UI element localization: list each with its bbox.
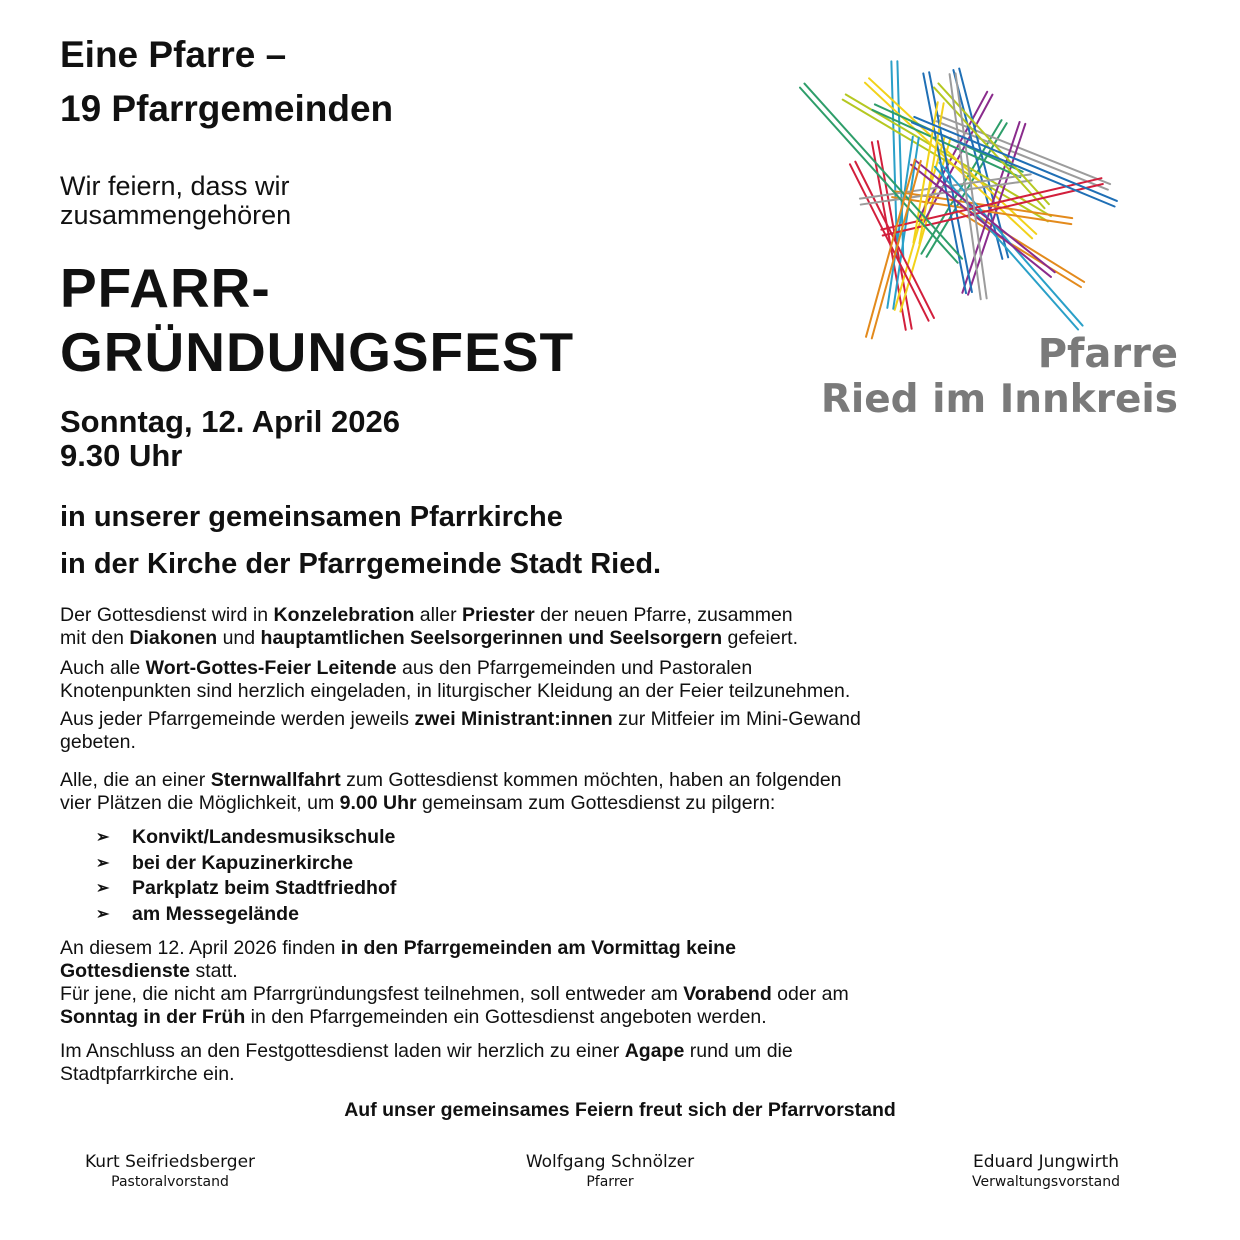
signature-role: Pfarrer	[586, 1174, 634, 1190]
event-date: Sonntag, 12. April 2026	[60, 404, 400, 439]
subtitle-line1: Wir feiern, dass wir	[60, 171, 290, 201]
event-time: 9.30 Uhr	[60, 438, 183, 473]
signature-name: Wolfgang Schnölzer	[525, 1152, 695, 1172]
paragraph-agape: Im Anschluss an den Festgottesdienst laden wir herzlich zu einer Agape rund um die Stadtpfarrkirche ein.	[60, 1040, 793, 1085]
location-line1: in unserer gemeinsamen Pfarrkirche	[60, 501, 563, 533]
paragraph-concelebration: Der Gottesdienst wird in Konzelebration aller Priester der neuen Pfarre, zusammen mit den Diakonen und hauptamtlichen Seelsorgerinnen und Seelsorgern gefeiert.	[60, 604, 799, 649]
paragraph-word-of-god-leaders: Auch alle Wort-Gottes-Feier Leitende aus den Pfarrgemeinden und Pastoralen Knotenpunkten sind herzlich eingeladen, in liturgischer Kleidung an der Feier teilzunehmen.	[60, 657, 851, 702]
list-item: ➢ am Messegelände	[96, 902, 396, 928]
paragraph-no-services: An diesem 12. April 2026 finden in den Pfarrgemeinden am Vormittag keine Gottesdienste statt. Für jene, die nicht am Pfarrgründungsfest teilnehmen, soll entweder am Vorabend oder am Sonntag in der Früh in den Pfarrgemeinden ein Gottesdienst angeboten werden.	[60, 937, 849, 1028]
arrow-bullet-icon: ➢	[96, 905, 110, 923]
list-item: ➢ Konvikt/Landesmusikschule	[96, 825, 396, 851]
arrow-bullet-icon: ➢	[96, 829, 110, 846]
signature-priest	[460, 1151, 760, 1191]
paragraph-pilgrimage: Alle, die an einer Sternwallfahrt zum Gottesdienst kommen möchten, haben an folgenden vier Plätzen die Möglichkeit, um 9.00 Uhr gemeinsam zum Gottesdienst zu pilgern:	[60, 769, 842, 814]
closing-line: Auf unser gemeinsames Feiern freut sich der Pfarrvorstand	[344, 1099, 896, 1121]
location-line2: in der Kirche der Pfarrgemeinde Stadt Ried.	[60, 548, 662, 580]
list-item: ➢ Parkplatz beim Stadtfriedhof	[96, 876, 396, 902]
crosses-logo-graphic	[720, 20, 1190, 360]
headline-line2: 19 Pfarrgemeinden	[60, 88, 394, 129]
signature-pastoral	[20, 1151, 320, 1191]
logo-text-location: Ried im Innkreis	[820, 377, 1178, 422]
logo-text-pfarre: Pfarre	[1037, 331, 1178, 377]
arrow-bullet-icon: ➢	[96, 880, 110, 897]
signature-name: Eduard Jungwirth	[972, 1152, 1120, 1172]
arrow-bullet-icon: ➢	[96, 854, 110, 872]
signature-name: Kurt Seifriedsberger	[84, 1152, 256, 1172]
signature-administration	[896, 1151, 1196, 1191]
signature-role: Verwaltungsvorstand	[972, 1174, 1120, 1190]
event-title-line2: GRÜNDUNGSFEST	[60, 321, 575, 383]
subtitle-line2: zusammengehören	[60, 200, 292, 230]
parish-logo	[720, 20, 1190, 430]
headline-line1: Eine Pfarre –	[60, 34, 287, 75]
signature-role: Pastoralvorstand	[111, 1174, 229, 1190]
event-title-line1: PFARR-	[60, 257, 271, 319]
meeting-points-list	[96, 825, 396, 927]
paragraph-altar-servers: Aus jeder Pfarrgemeinde werden jeweils zwei Ministrant:innen zur Mitfeier im Mini-Gewand gebeten.	[60, 708, 861, 753]
list-item: ➢ bei der Kapuzinerkirche	[96, 851, 396, 877]
